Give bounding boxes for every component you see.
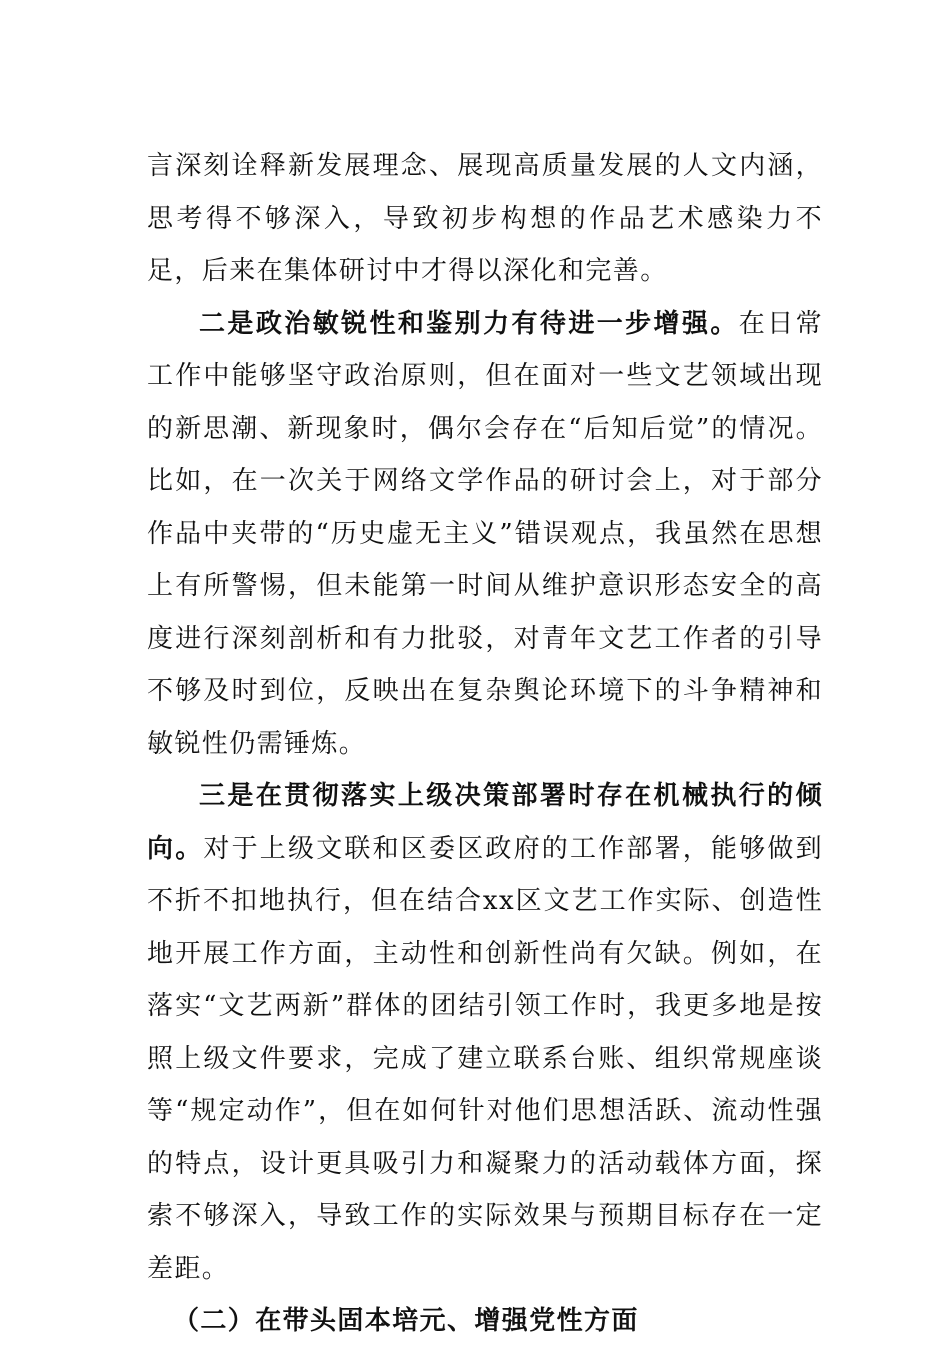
document-body [147, 140, 823, 1348]
paragraph-continuation [147, 140, 823, 298]
section-heading: （二）在带头固本培元、增强党性方面 [173, 1306, 639, 1336]
paragraph-lead: 三是在贯彻落实上级决策部署时存在机械执行的倾向。 [147, 781, 823, 864]
paragraph-lead: 二是政治敏锐性和鉴别力有待进一步增强。 [199, 308, 739, 339]
paragraph-mechanical-execution [147, 770, 823, 1295]
paragraph-text: 对于上级文联和区委区政府的工作部署，能够做到不折不扣地执行，但在结合xx区文艺工作实际、创造性地开展工作方面，主动性和创新性尚有欠缺。例如，在落实“文艺两新”群体的团结引领工作时，我更多地是按照上级文件要求，完成了建立联系台账、组织常规座谈等“规定动作”，但在如何针对他们思想活跃、流动性强的特点，设计更具吸引力和凝聚力的活动载体方面，探索不够深入，导致工作的实际效果与预期目标存在一定差距。 [147, 833, 823, 1284]
paragraph-text: 在日常工作中能够坚守政治原则，但在面对一些文艺领域出现的新思潮、新现象时，偶尔会存在“后知后觉”的情况。比如，在一次关于网络文学作品的研讨会上，对于部分作品中夹带的“历史虚无主义”错误观点，我虽然在思想上有所警惕，但未能第一时间从维护意识形态安全的高度进行深刻剖析和有力批驳，对青年文艺工作者的引导不够及时到位，反映出在复杂舆论环境下的斗争精神和敏锐性仍需锤炼。 [147, 308, 823, 759]
paragraph-text: 言深刻诠释新发展理念、展现高质量发展的人文内涵，思考得不够深入，导致初步构想的作品艺术感染力不足，后来在集体研讨中才得以深化和完善。 [147, 151, 823, 286]
paragraph-political-sensitivity [147, 298, 823, 771]
